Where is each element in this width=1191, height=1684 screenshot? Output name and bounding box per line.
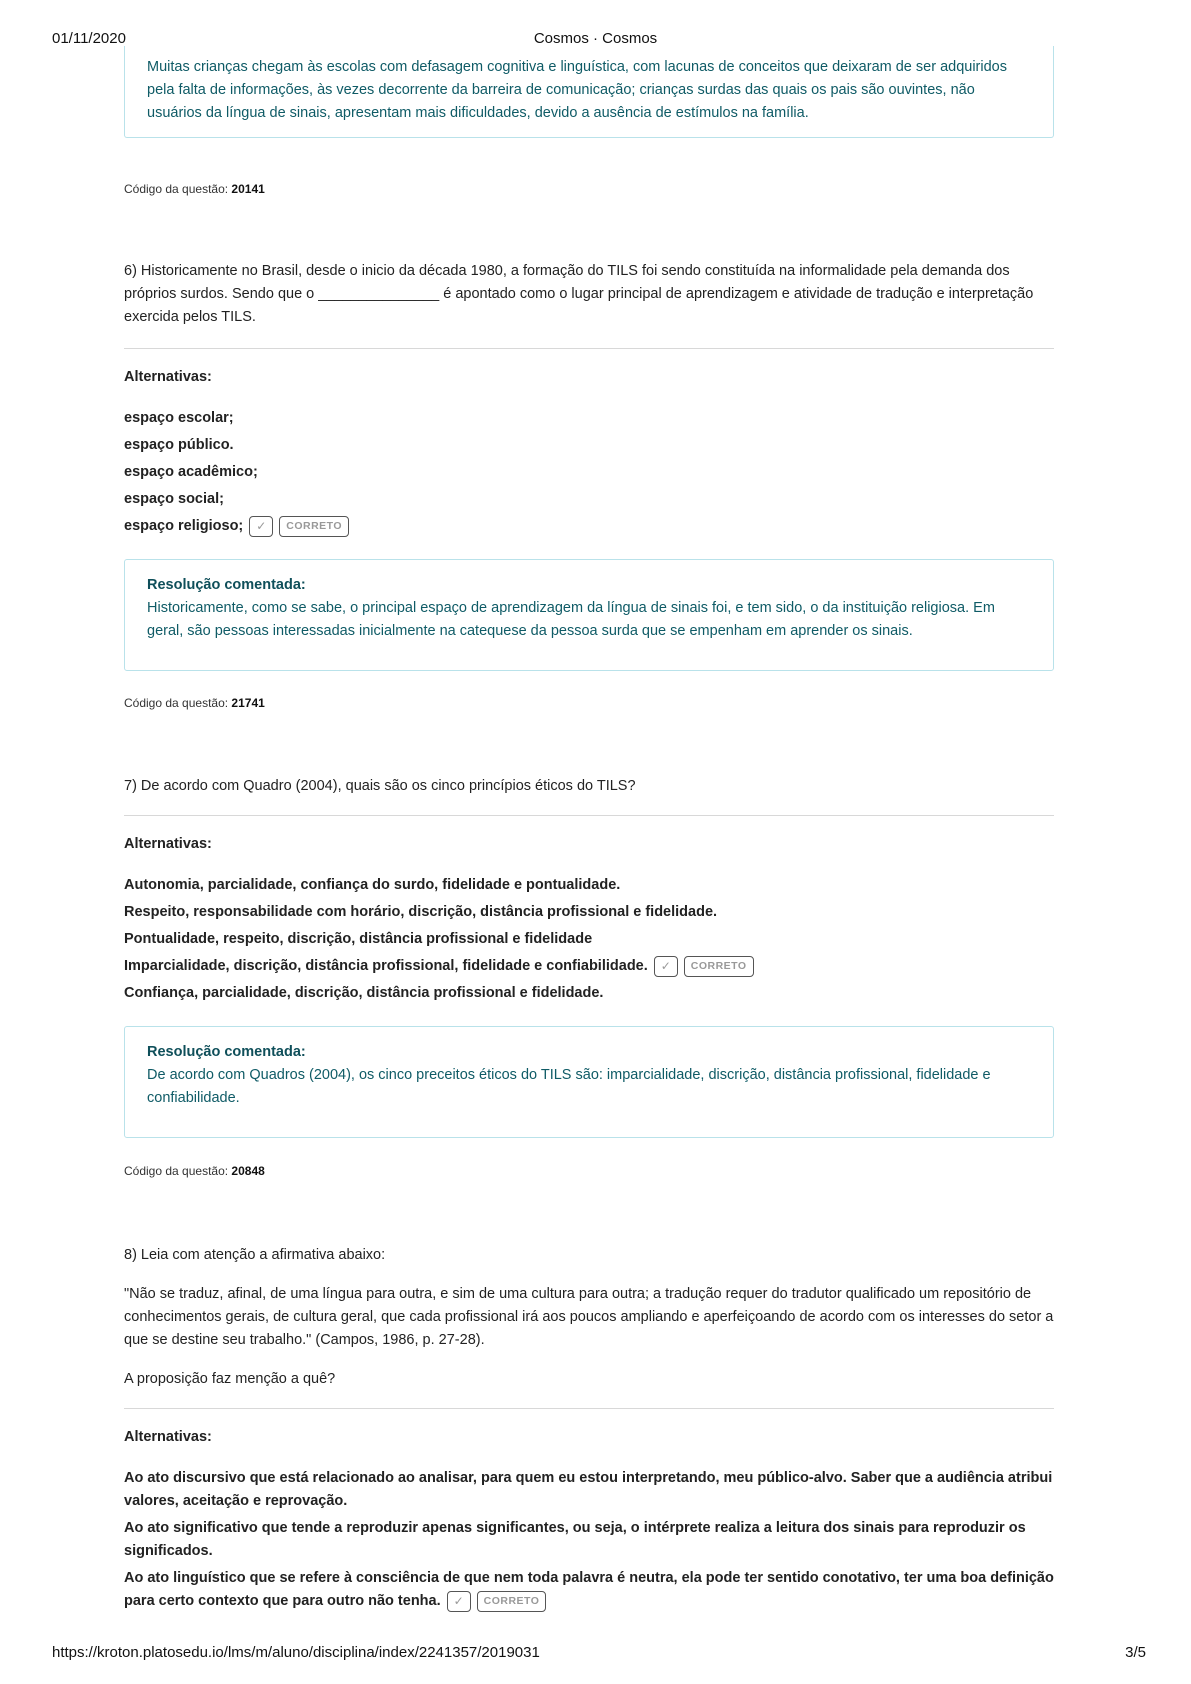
check-icon: ✓ [447, 1591, 471, 1612]
resolution-box-q5 [124, 46, 1054, 138]
question-7-text: 7) De acordo com Quadro (2004), quais são os cinco princípios éticos do TILS? [124, 778, 636, 794]
alternative-item: Ao ato discursivo que está relacionado ao analisar, para quem eu estou interpretando, meu público-alvo. Saber que a audiência atribui valores, aceitação e reprovação. [124, 1470, 1053, 1509]
alternative-item: Respeito, responsabilidade com horário, discrição, distância profissional e fidelidade. [124, 904, 718, 920]
question-8-text: 8) Leia com atenção a afirmativa abaixo: [124, 1247, 386, 1263]
resolution-title: Resolução comentada: [147, 1044, 306, 1060]
alternative-item: Ao ato significativo que tende a reproduzir apenas significantes, ou seja, o intérprete realiza a leitura dos sinais para reproduzir os significados. [124, 1520, 1026, 1559]
resolution-text: De acordo com Quadros (2004), os cinco preceitos éticos do TILS são: imparcialidade, discrição, distância profissional, fidelidade e confiabilidade. [147, 1067, 991, 1106]
question-6-text: 6) Historicamente no Brasil, desde o inicio da década 1980, a formação do TILS foi sendo constituída na informalidade pela demanda dos próprios surdos. Sendo que o _______________ é apontado como o lugar principal de aprendizagem e atividade de tradução e interpretação exercida pelos TILS. [124, 263, 1034, 325]
alternative-item: Confiança, parcialidade, discrição, distância profissional e fidelidade. [124, 985, 604, 1001]
correct-badge: CORRETO [477, 1591, 547, 1612]
alternative-item: espaço acadêmico; [124, 464, 258, 480]
divider [124, 815, 1054, 816]
resolution-title: Resolução comentada: [147, 577, 306, 593]
alternatives-list-q6 [124, 407, 1054, 542]
question-code: Código da questão: 20848 [124, 1164, 265, 1178]
print-url: https://kroton.platosedu.io/lms/m/aluno/disciplina/index/2241357/2019031 [52, 1644, 540, 1661]
alternative-item-correct: Imparcialidade, discrição, distância profissional, fidelidade e confiabilidade. ✓ CORRETO [124, 955, 1054, 978]
print-title: Cosmos · Cosmos [533, 30, 658, 47]
resolution-box-q7 [124, 1026, 1054, 1138]
question-8-quote: "Não se traduz, afinal, de uma língua para outra, e sim de uma cultura para outra; a tradução requer do tradutor qualificado um repositório de conhecimentos gerais, de cultura geral, que cada profissional irá aos poucos ampliando e aperfeiçoando de acordo com os interesses do setor a que se destine seu trabalho." (Campos, 1986, p. 27-28). [124, 1286, 1054, 1348]
question-code: Código da questão: 20141 [124, 182, 265, 196]
correct-badge: CORRETO [279, 516, 349, 537]
alternatives-heading: Alternativas: [124, 1429, 212, 1445]
alternative-item-correct: espaço religioso; ✓ CORRETO [124, 515, 1054, 538]
resolution-box-q6 [124, 559, 1054, 671]
print-date: 01/11/2020 [52, 30, 126, 47]
alternatives-list-q8 [124, 1467, 1054, 1617]
resolution-text: Muitas crianças chegam às escolas com defasagem cognitiva e linguística, com lacunas de conceitos que deixaram de ser adquiridos pela falta de informações, às vezes decorrente da barreira de comunicação; crianças surdas das quais os pais são ouvintes, não usuários da língua de sinais, apresentam mais dificuldades, devido a ausência de estímulos na família. [147, 59, 1007, 121]
alternatives-list-q7 [124, 874, 1054, 1009]
alternative-item: Autonomia, parcialidade, confiança do surdo, fidelidade e pontualidade. [124, 877, 621, 893]
question-8-prompt: A proposição faz menção a quê? [124, 1371, 336, 1387]
resolution-text: Historicamente, como se sabe, o principal espaço de aprendizagem da língua de sinais foi, e tem sido, o da instituição religiosa. Em geral, são pessoas interessadas inicialmente na catequese da pessoa surda que se empenham em aprender os sinais. [147, 600, 995, 639]
page-number: 3/5 [1125, 1644, 1146, 1661]
alternatives-heading: Alternativas: [124, 369, 212, 385]
divider [124, 1408, 1054, 1409]
divider [124, 348, 1054, 349]
check-icon: ✓ [249, 516, 273, 537]
correct-badge: CORRETO [684, 956, 754, 977]
alternative-item: espaço público. [124, 437, 234, 453]
alternative-item: espaço escolar; [124, 410, 234, 426]
check-icon: ✓ [654, 956, 678, 977]
alternative-item: espaço social; [124, 491, 224, 507]
question-code: Código da questão: 21741 [124, 696, 265, 710]
alternative-item-correct: Ao ato linguístico que se refere à consciência de que nem toda palavra é neutra, ela pode ter sentido conotativo, ter uma boa definição para certo contexto que para outro não tenha. ✓ CORRETO [124, 1567, 1054, 1613]
alternative-item: Pontualidade, respeito, discrição, distância profissional e fidelidade [124, 931, 593, 947]
alternatives-heading: Alternativas: [124, 836, 212, 852]
